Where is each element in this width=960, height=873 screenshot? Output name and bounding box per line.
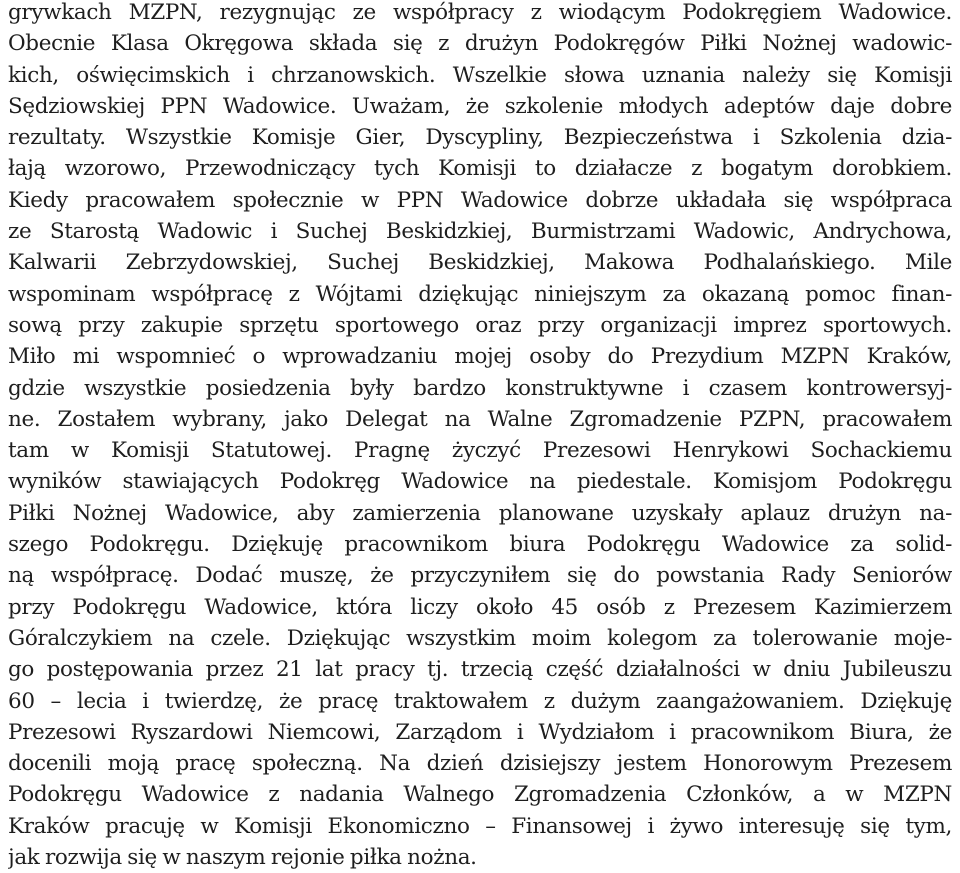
text-line: Piłki Nożnej Wadowice, aby zamierzenia planowane uzyskały aplauz drużyn na- xyxy=(8,500,952,526)
text-line: rezultaty. Wszystkie Komisje Gier, Dyscypliny, Bezpieczeństwa i Szkolenia dzia- xyxy=(8,125,952,151)
text-line: docenili moją pracę społeczną. Na dzień dzisiejszy jestem Honorowym Prezesem xyxy=(8,751,952,777)
text-line: kich, oświęcimskich i chrzanowskich. Wszelkie słowa uznania należy się Komisji xyxy=(8,62,952,88)
text-line: łają wzorowo, Przewodniczący tych Komisji to działacze z bogatym dorobkiem. xyxy=(8,156,952,182)
text-line: Miło mi wspomnieć o wprowadzaniu mojej osoby do Prezydium MZPN Kraków, xyxy=(8,344,952,370)
text-line: go postępowania przez 21 lat pracy tj. trzecią część działalności w dniu Jubileuszu xyxy=(8,657,952,683)
text-line: szego Podokręgu. Dziękuję pracownikom biura Podokręgu Wadowice za solid- xyxy=(8,532,952,558)
text-line: Kalwarii Zebrzydowskiej, Suchej Beskidzkiej, Makowa Podhalańskiego. Mile xyxy=(8,250,952,276)
text-line: Prezesowi Ryszardowi Niemcowi, Zarządom i Wydziałom i pracownikom Biura, że xyxy=(8,719,952,745)
body-paragraph xyxy=(8,0,952,873)
text-line: wspominam współpracę z Wójtami dziękując niniejszym za okazaną pomoc finan- xyxy=(8,281,952,307)
text-line: Podokręgu Wadowice z nadania Walnego Zgromadzenia Członków, a w MZPN xyxy=(8,782,952,808)
text-line: Kiedy pracowałem społecznie w PPN Wadowice dobrze układała się współpraca xyxy=(8,187,952,213)
text-line: Sędziowskiej PPN Wadowice. Uważam, że szkolenie młodych adeptów daje dobre xyxy=(8,93,952,119)
text-line: ną współpracę. Dodać muszę, że przyczyniłem się do powstania Rady Seniorów xyxy=(8,563,952,589)
text-line: sową przy zakupie sprzętu sportowego oraz przy organizacji imprez sportowych. xyxy=(8,312,952,338)
text-line: gdzie wszystkie posiedzenia były bardzo konstruktywne i czasem kontrowersyj- xyxy=(8,375,952,401)
text-line: ze Starostą Wadowic i Suchej Beskidzkiej, Burmistrzami Wadowic, Andrychowa, xyxy=(8,219,952,245)
text-line: tam w Komisji Statutowej. Pragnę życzyć Prezesowi Henrykowi Sochackiemu xyxy=(8,438,952,464)
text-line: Góralczykiem na czele. Dziękując wszystkim moim kolegom za tolerowanie moje- xyxy=(8,625,952,651)
text-line: przy Podokręgu Wadowice, która liczy około 45 osób z Prezesem Kazimierzem xyxy=(8,594,952,620)
text-line: jak rozwija się w naszym rejonie piłka nożna. xyxy=(8,845,477,871)
text-line: Kraków pracuję w Komisji Ekonomiczno – Finansowej i żywo interesuję się tym, xyxy=(8,813,952,839)
text-line: ne. Zostałem wybrany, jako Delegat na Walne Zgromadzenie PZPN, pracowałem xyxy=(8,406,952,432)
text-line: Obecnie Klasa Okręgowa składa się z drużyn Podokręgów Piłki Nożnej wadowic- xyxy=(8,31,952,57)
text-line: 60 – lecia i twierdzę, że pracę traktowałem z dużym zaangażowaniem. Dziękuję xyxy=(8,688,952,714)
text-line: grywkach MZPN, rezygnując ze współpracy z wiodącym Podokręgiem Wadowice. xyxy=(8,0,952,25)
text-line: wyników stawiających Podokręg Wadowice na piedestale. Komisjom Podokręgu xyxy=(8,469,952,495)
